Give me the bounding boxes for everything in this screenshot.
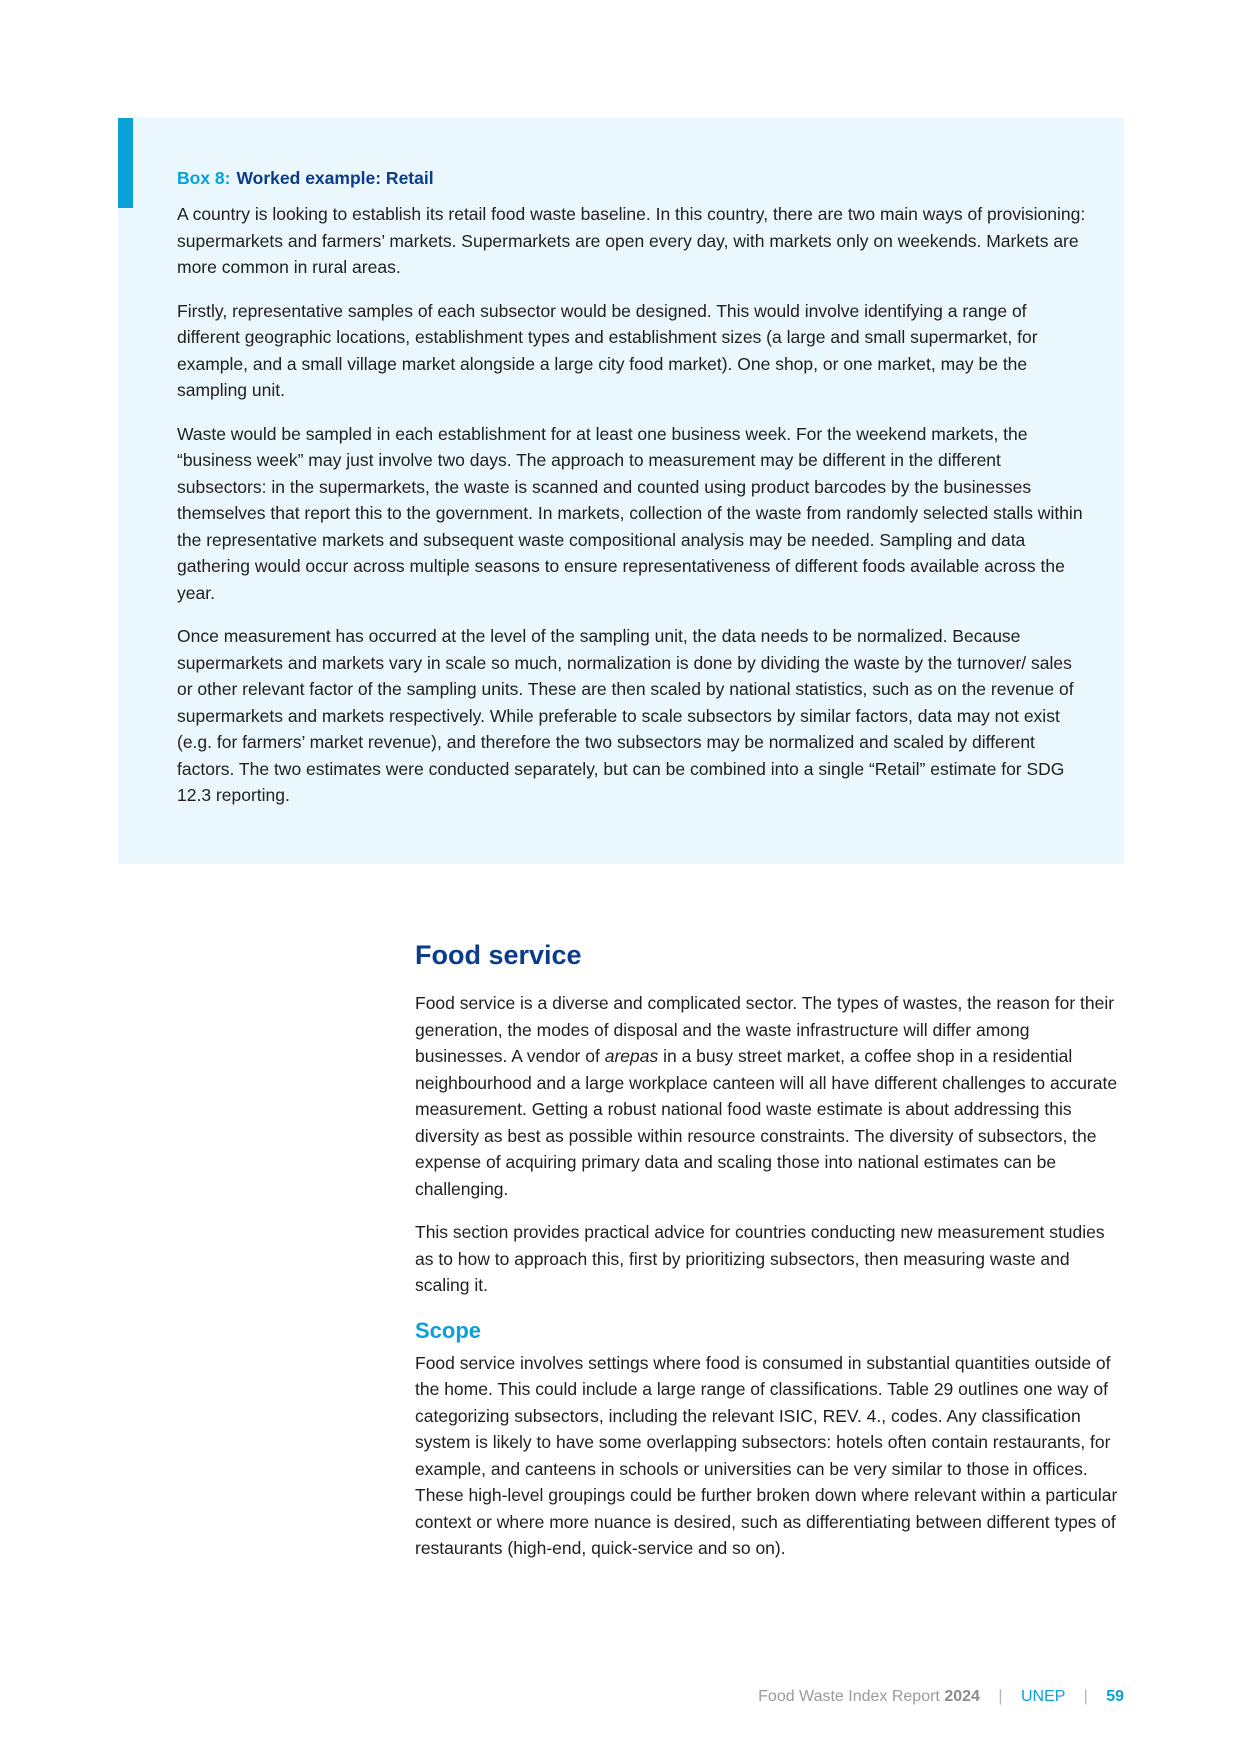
footer-org: UNEP — [1020, 1688, 1066, 1705]
body-paragraph — [415, 990, 1125, 1202]
paragraph-text: Food service is a diverse and complicated sector. The types of wastes, the reason for their generation, the modes of disposal and the waste infrastructure will differ among businesses. A vendor of — [415, 993, 1115, 1066]
box-title — [177, 166, 1087, 190]
body-paragraph: This section provides practical advice for countries conducting new measurement studies as to how to approach this, first by prioritizing subsectors, then measuring waste and scaling it. — [415, 1222, 1105, 1295]
page-footer — [758, 1688, 1124, 1706]
italic-term: arepas — [604, 1046, 659, 1066]
box-paragraph: Waste would be sampled in each establishment for at least one business week. For the weekend markets, the “business week” may just involve two days. The approach to measurement may be different in the different subsectors: in the supermarkets, the waste is scanned and counted using product barcodes by the businesses themselves that report this to the government. In markets, collection of the waste from randomly selected stalls within the representative markets and subsequent waste compositional analysis may be needed. Sampling and data gathering would occur across multiple seasons to ensure representativeness of different foods available across the year. — [177, 423, 1083, 603]
worked-example-box — [118, 118, 1124, 864]
main-column — [415, 938, 1125, 1579]
body-paragraph: Food service involves settings where food is consumed in substantial quantities outside of the home. This could include a large range of classifications. Table 29 outlines one way of categorizing subsectors, including the relevant ISIC, REV. 4., codes. Any classification system is likely to have some overlapping subsectors: hotels often contain restaurants, for example, and canteens in schools or universities can be very similar to those in offices. These high-level groupings could be further broken down where relevant within a particular context or where more nuance is desired, such as differentiating between different types of restaurants (high-end, quick-service and so on). — [415, 1352, 1118, 1558]
box-paragraph: Firstly, representative samples of each subsector would be designed. This would involve identifying a range of different geographic locations, establishment types and establishment sizes (a large and small supermarket, for example, and a small village market alongside a large city food market). One shop, or one market, may be the sampling unit. — [177, 300, 1038, 400]
box-paragraph: A country is looking to establish its retail food waste baseline. In this country, there are two main ways of provisioning: supermarkets and farmers’ markets. Supermarkets are open every day, with markets only on weekends. Markets are more common in rural areas. — [177, 204, 1086, 277]
page-number: 59 — [1106, 1688, 1124, 1705]
footer-separator: | — [998, 1688, 1003, 1705]
footer-year: 2024 — [944, 1688, 980, 1705]
box-content — [177, 166, 1087, 826]
box-title-text: Worked example: Retail — [236, 168, 434, 188]
footer-separator: | — [1083, 1688, 1088, 1705]
subsection-heading: Scope — [415, 1317, 482, 1343]
box-number: Box 8: — [177, 168, 231, 188]
paragraph-text: in a busy street market, a coffee shop in a residential neighbourhood and a large workplace canteen will all have different challenges to accurate measurement. Getting a robust national food waste estimate is about addressing this diversity as best as possible within resource constraints. The diversity of subsectors, the expense of acquiring primary data and scaling those into national estimates can be challenging. — [415, 1046, 1118, 1199]
box-accent-bar — [118, 118, 133, 208]
box-paragraph: Once measurement has occurred at the level of the sampling unit, the data needs to be normalized. Because supermarkets and markets vary in scale so much, normalization is done by dividing the waste by the turnover/ sales or other relevant factor of the sampling units. These are then scaled by national statistics, such as on the revenue of supermarkets and markets respectively. While preferable to scale subsectors by similar factors, data may not exist (e.g. for farmers’ market revenue), and therefore the two subsectors may be normalized and scaled by different factors. The two estimates were conducted separately, but can be combined into a single “Retail” estimate for SDG 12.3 reporting. — [177, 626, 1074, 805]
footer-report-title: Food Waste Index Report — [758, 1688, 940, 1705]
section-heading: Food service — [415, 940, 582, 970]
